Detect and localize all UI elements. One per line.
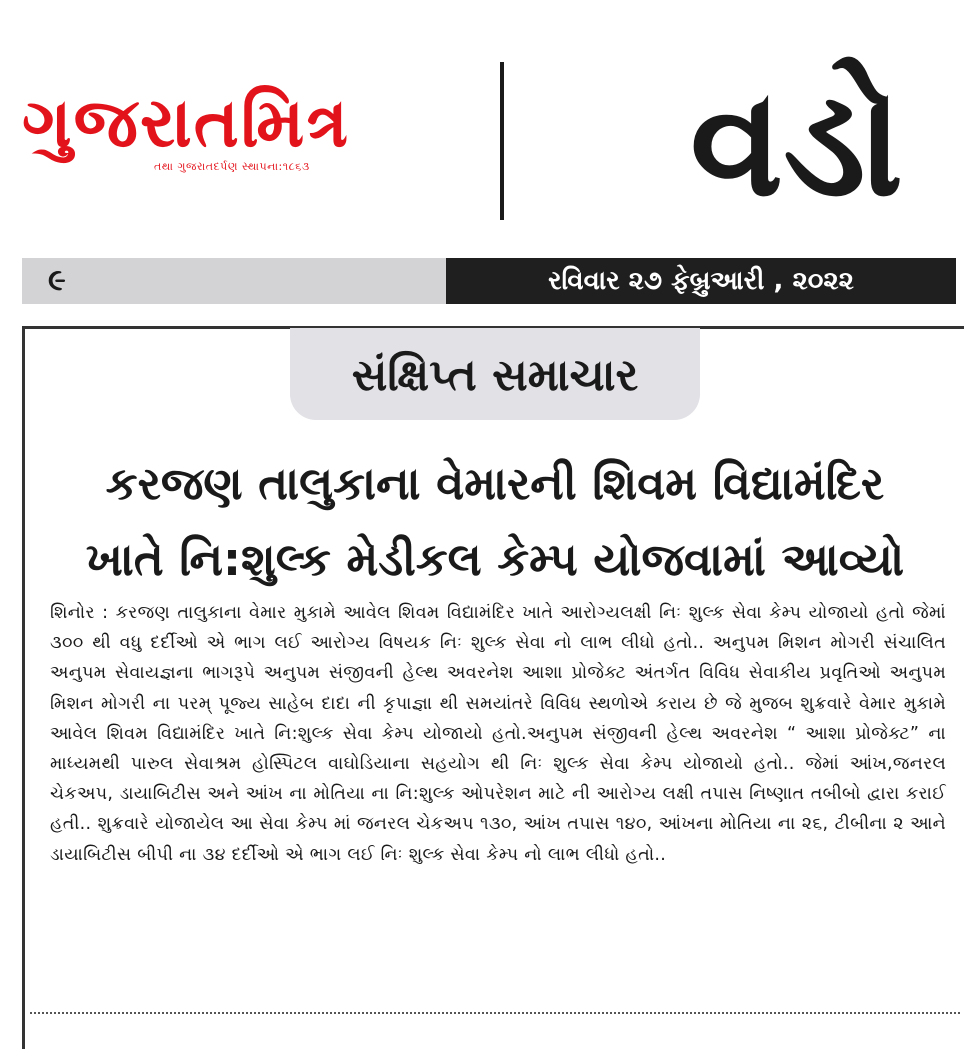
page-number: ૯ [48,263,66,298]
issue-date: રવિવાર ૨૭ ફેબ્રુઆરી , ૨૦૨૨ [446,258,956,304]
edition-name: વડો [690,56,904,230]
logo-wordmark: ગુજરાતમિત્ર [22,84,351,163]
headline-line-1: કરજણ તાલુકાના વેમારની શિવમ વિદ્યામંદિર [105,457,885,510]
masthead-divider [500,62,504,220]
article-headline [40,446,950,598]
article-dateline: શિનોર : [50,603,109,623]
page-strip [22,258,956,304]
article-body-text: કરજણ તાલુકાના વેમાર મુકામે આવેલ શિવમ વિદ્યામંદિર ખાતે આરોગ્યલક્ષી નિઃ શુલ્ક સેવા કેમ્પ યોજાયો હતો જેમાં ૩૦૦ થી વધુ દર્દીઓ એ ભાગ લઈ આરોગ્ય વિષયક નિઃ શુલ્ક સેવા નો લાભ લીધો હતો.. અનુપમ મિશન મોગરી સંચાલિત અનુપમ સેવાયજ્ઞના ભાગરૂપે અનુપમ સંજીવની હેલ્થ અવરનેશ આશા પ્રોજેક્ટ અંતર્ગત વિવિધ સેવાકીય પ્રવૃતિઓ અનુપમ મિશન મોગરી ના પરમ્ પૂજ્ય સાહેબ દાદા ની કૃપાજ્ઞા થી સમયાંતરે વિવિધ સ્થળોએ કરાય છે જે મુજબ શુક્રવારે વેમાર મુકામે આવેલ શિવમ વિદ્યામંદિર ખાતે નિ:શુલ્ક સેવા કેમ્પ યોજાયો હતો.અનુપમ સંજીવની હેલ્થ અવરનેશ “ આશા પ્રોજેક્ટ” ના માધ્યમથી પારુલ સેવાશ્રમ હોસ્પિટલ વાઘોડિયાના સહયોગ થી નિઃ શુલ્ક સેવા કેમ્પ યોજાયો હતો.. જેમાં આંખ,જનરલ ચેકઅપ, ડાયાબિટીસ અને આંખ ના મોતિયા ના નિ:શુલ્ક ઓપરેશન માટે ની આરોગ્ય લક્ષી તપાસ નિષ્ણાત તબીબો દ્વારા કરાઈ હતી.. શુક્રવારે યોજાયેલ આ સેવા કેમ્પ માં જનરલ ચેકઅપ ૧૩૦, આંખ તપાસ ૧૪૦, આંખના મોતિયા ના ૨૬, ટીબીના ૨ આને ડાયાબિટીસ બીપી ના ૩૪ દર્દીઓ એ ભાગ લઈ નિઃ શુલ્ક સેવા કેમ્પ નો લાભ લીધો હતો.. [50,603,947,865]
masthead [0,0,964,240]
section-title: સંક્ષિપ્ત સમાચાર [290,328,700,420]
headline-line-2: ખાતે નિ:શુલ્ક મેડીકલ કેમ્પ યોજવામાં આવ્યો [85,533,905,586]
article-body [50,598,946,870]
logo-tagline: તથા ગુજરાતદર્પણ સ્થાપના:૧૮૬૩ [154,160,310,173]
newspaper-logo [22,82,452,192]
bottom-divider [30,1012,960,1014]
